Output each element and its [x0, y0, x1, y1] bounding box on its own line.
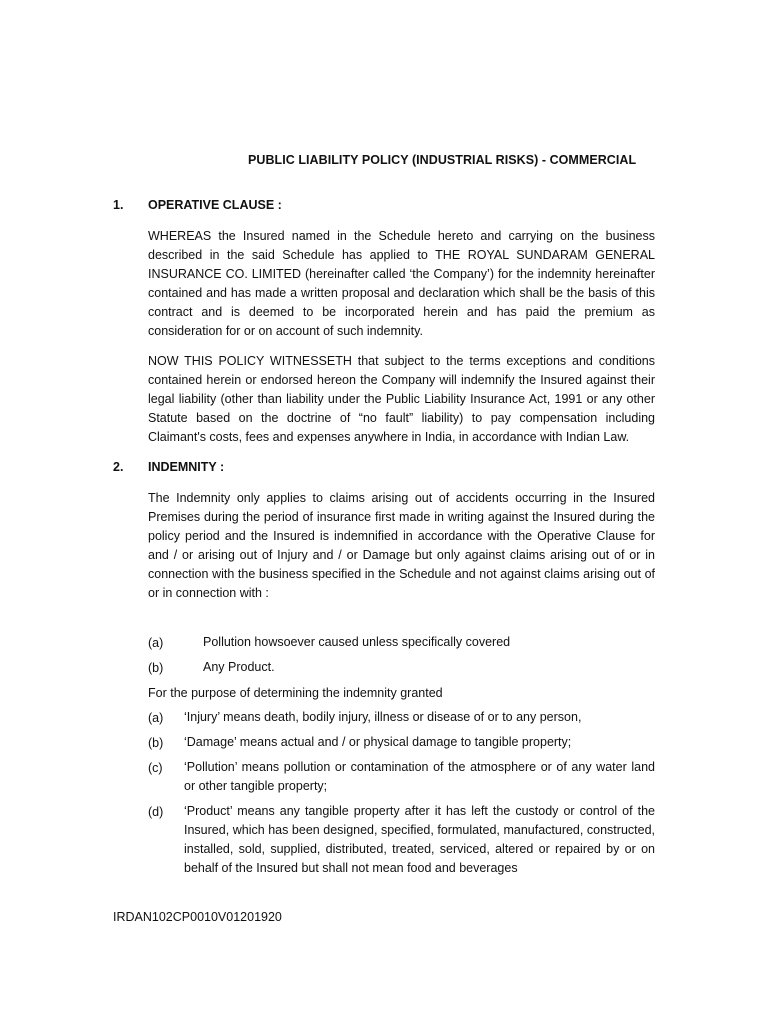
exclusion-label-b: (b)	[148, 661, 164, 675]
section-heading-operative-clause: OPERATIVE CLAUSE :	[148, 198, 282, 212]
definition-text-damage: ‘Damage’ means actual and / or physical damage to tangible property;	[184, 735, 572, 749]
operative-clause-paragraph-2: NOW THIS POLICY WITNESSETH that subject to the terms exceptions and conditions contained herein or endorsed hereon the Company will indemnify the Insured against their legal liability (other than liability under the Public Liability Insurance Act, 1991 or any other Statute based on the doctrine of “no fault” liability) to pay compensation including Claimant's costs, fees and expenses anywhere in India, in accordance with Indian Law.	[148, 354, 655, 444]
definition-label-c: (c)	[148, 761, 163, 775]
definition-text-product: ‘Product’ means any tangible property after it has left the custody or control of the Insured, which has been designed, specified, formulated, manufactured, constructed, installed, sold, supplied, distributed, treated, serviced, altered or repaired by or on behalf of the Insured but shall not mean food and beverages	[184, 804, 655, 875]
exclusion-text-a: Pollution howsoever caused unless specifically covered	[203, 635, 511, 649]
indemnity-paragraph: The Indemnity only applies to claims arising out of accidents occurring in the Insured Premises during the period of insurance first made in writing against the Insured during the policy period and the Insured is indemnified in accordance with the Operative Clause for and / or arising out of Injury and / or Damage but only against claims arising out of or in connection with the business specified in the Schedule and not against claims arising out of or in connection with :	[148, 491, 655, 600]
section-heading-indemnity: INDEMNITY :	[148, 460, 225, 474]
definition-text-pollution: ‘Pollution’ means pollution or contamination of the atmosphere or of any water land or other tangible property;	[184, 760, 655, 793]
document-title: PUBLIC LIABILITY POLICY (INDUSTRIAL RISKS) - COMMERCIAL	[248, 153, 637, 167]
definition-label-b: (b)	[148, 736, 164, 750]
section-number-1: 1.	[113, 198, 124, 212]
document-reference-code: IRDAN102CP0010V01201920	[113, 910, 282, 924]
definition-label-d: (d)	[148, 805, 164, 819]
exclusion-label-a: (a)	[148, 636, 164, 650]
operative-clause-paragraph-1: WHEREAS the Insured named in the Schedule hereto and carrying on the business described in the said Schedule has applied to THE ROYAL SUNDARAM GENERAL INSURANCE CO. LIMITED (hereinafter called ‘the Company’) for the indemnity hereinafter contained and has made a written proposal and declaration which shall be the basis of this contract and is deemed to be incorporated herein and has paid the premium as consideration for or on account of such indemnity.	[148, 229, 655, 338]
definition-text-injury: ‘Injury’ means death, bodily injury, illness or disease of or to any person,	[184, 710, 582, 724]
definition-label-a: (a)	[148, 711, 164, 725]
section-number-2: 2.	[113, 460, 124, 474]
exclusion-text-b: Any Product.	[203, 660, 275, 674]
definitions-intro: For the purpose of determining the indemnity granted	[148, 686, 443, 700]
